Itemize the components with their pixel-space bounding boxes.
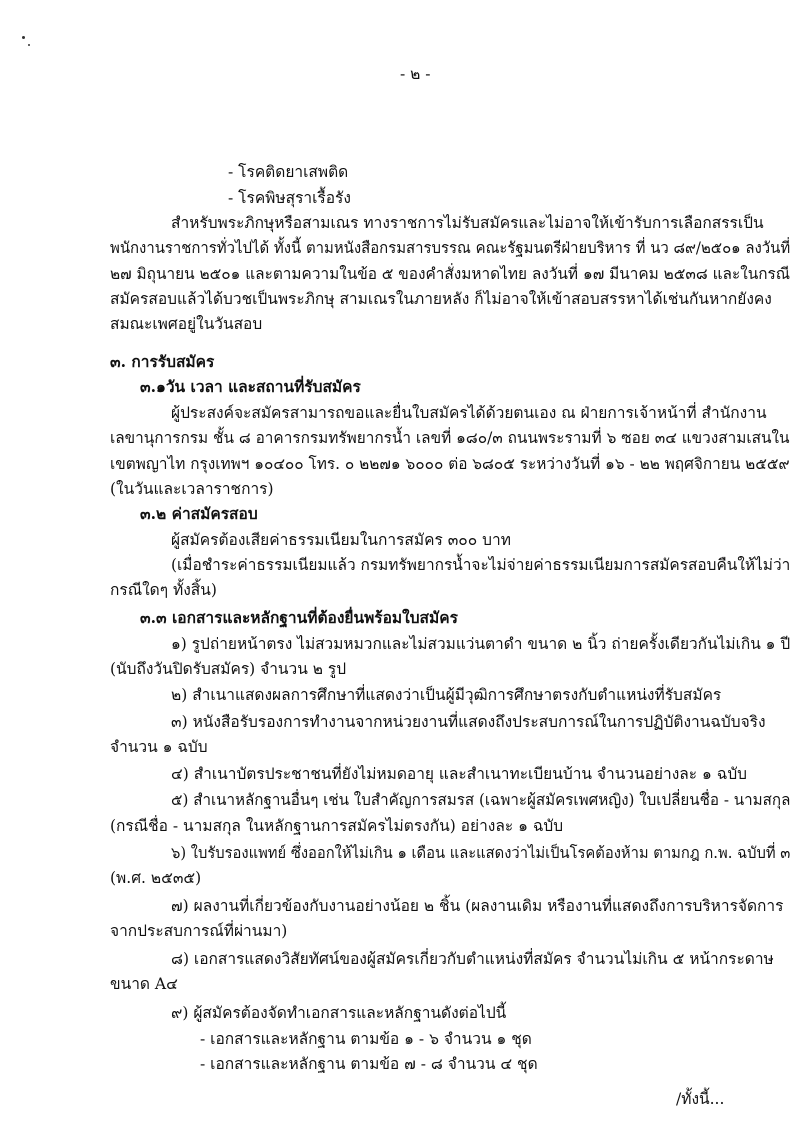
scan-speck (28, 44, 30, 46)
list-item: ๗) ผลงานที่เกี่ยวข้องกับงานอย่างน้อย ๒ ชิ้น (ผลงานเดิม หรืองานที่แสดงถึงการบริหารจัดการ (171, 897, 784, 915)
paragraph-line: (ในวันและเวลาราชการ) (110, 480, 274, 498)
paragraph-line: สมณะเพศอยู่ในวันสอบ (110, 315, 263, 333)
sub-item: - เอกสารและหลักฐาน ตามข้อ ๑ - ๖ จำนวน ๑ ชุด (200, 1030, 532, 1048)
paragraph-line: (เมื่อชำระค่าธรรมเนียมแล้ว กรมทรัพยากรน้ำจะไม่จ่ายค่าธรรมเนียมการสมัครสอบคืนให้ไม่ว่า (171, 556, 791, 574)
list-item-continuation: (พ.ศ. ๒๕๓๕) (110, 869, 202, 887)
subsection-heading: ๓.๒ ค่าสมัครสอบ (140, 504, 258, 523)
page-number: - ๒ - (400, 65, 431, 83)
paragraph-line: ๒๗ มิถุนายน ๒๕๐๑ และตามความในข้อ ๕ ของคำสั่งมหาดไทย ลงวันที่ ๑๗ มีนาคม ๒๕๓๘ และในกรณี (110, 265, 791, 283)
list-item: ๔) สำเนาบัตรประชาชนที่ยังไม่หมดอายุ และสำเนาทะเบียนบ้าน จำนวนอย่างละ ๑ ฉบับ (171, 765, 748, 783)
list-item-continuation: (กรณีชื่อ - นามสกุล ในหลักฐานการสมัครไม่ตรงกัน) อย่างละ ๑ ฉบับ (110, 817, 564, 835)
continuation-marker: /ทั้งนี้... (676, 1090, 725, 1108)
list-item: ๑) รูปถ่ายหน้าตรง ไม่สวมหมวกและไม่สวมแว่นตาดำ ขนาด ๒ นิ้ว ถ่ายครั้งเดียวกันไม่เกิน ๑ ปี (171, 635, 791, 653)
list-item: ๘) เอกสารแสดงวิสัยทัศน์ของผู้สมัครเกี่ยวกับตำแหน่งที่สมัคร จำนวนไม่เกิน ๕ หน้ากระดาษ (171, 950, 774, 968)
sub-item: - เอกสารและหลักฐาน ตามข้อ ๗ - ๘ จำนวน ๔ ชุด (200, 1055, 538, 1073)
scan-speck (22, 36, 25, 39)
list-item-continuation: (นับถึงวันปิดรับสมัคร) จำนวน ๒ รูป (110, 660, 347, 678)
paragraph-line: สมัครสอบแล้วได้บวชเป็นพระภิกษุ สามเณรในภายหลัง ก็ไม่อาจให้เข้าสอบสรรหาได้เช่นกันหากยังคง (110, 290, 772, 308)
list-item: ๙) ผู้สมัครต้องจัดทำเอกสารและหลักฐานดังต่อไปนี้ (171, 1004, 507, 1022)
list-item: ๒) สำเนาแสดงผลการศึกษาที่แสดงว่าเป็นผู้มีวุฒิการศึกษาตรงกับตำแหน่งที่รับสมัคร (171, 686, 722, 704)
paragraph-line: ผู้ประสงค์จะสมัครสามารถขอและยื่นใบสมัครได้ด้วยตนเอง ณ ฝ่ายการเจ้าหน้าที่ สำนักงาน (171, 404, 767, 422)
paragraph-line: พนักงานราชการทั่วไปได้ ทั้งนี้ ตามหนังสือกรมสารบรรณ คณะรัฐมนตรีฝ่ายบริหาร ที่ นว ๘๙/๒๕๐๑ ลงวันที่ (110, 239, 791, 257)
list-item-continuation: ขนาด A๔ (110, 975, 178, 993)
list-item-continuation: จำนวน ๑ ฉบับ (110, 738, 208, 756)
paragraph-line: เขตพญาไท กรุงเทพฯ ๑๐๔๐๐ โทร. ๐ ๒๒๗๑ ๖๐๐๐ ต่อ ๖๘๐๕ ระหว่างวันที่ ๑๖ - ๒๒ พฤศจิกายน ๒๕๕๙ (110, 455, 790, 473)
intro-item: - โรคติดยาเสพติด (228, 163, 349, 181)
paragraph-line: ผู้สมัครต้องเสียค่าธรรมเนียมในการสมัคร ๓๐๐ บาท (171, 531, 511, 549)
subsection-heading: ๓.๑วัน เวลา และสถานที่รับสมัคร (140, 377, 361, 396)
paragraph-line: กรณีใดๆ ทั้งสิ้น) (110, 581, 217, 599)
list-item: ๖) ใบรับรองแพทย์ ซึ่งออกให้ไม่เกิน ๑ เดือน และแสดงว่าไม่เป็นโรคต้องห้าม ตามกฎ ก.พ. ฉบับที่ ๓ (171, 844, 791, 862)
list-item: ๓) หนังสือรับรองการทำงานจากหน่วยงานที่แสดงถึงประสบการณ์ในการปฏิบัติงานฉบับจริง (171, 713, 766, 731)
section-heading: ๓. การรับสมัคร (110, 352, 215, 371)
list-item: ๕) สำเนาหลักฐานอื่นๆ เช่น ใบสำคัญการสมรส (เฉพาะผู้สมัครเพศหญิง) ใบเปลี่ยนชื่อ - นามสกุล (171, 791, 791, 809)
paragraph-line: เลขานุการกรม ชั้น ๘ อาคารกรมทรัพยากรน้ำ เลขที่ ๑๘๐/๓ ถนนพระรามที่ ๖ ซอย ๓๔ แขวงสามเสนใน (110, 429, 790, 447)
list-item-continuation: จากประสบการณ์ที่ผ่านมา) (110, 922, 288, 940)
subsection-heading: ๓.๓ เอกสารและหลักฐานที่ต้องยื่นพร้อมใบสมัคร (140, 608, 458, 627)
intro-item: - โรคพิษสุราเรื้อรัง (228, 189, 351, 207)
paragraph-line: สำหรับพระภิกษุหรือสามเณร ทางราชการไม่รับสมัครและไม่อาจให้เข้ารับการเลือกสรรเป็น (171, 214, 764, 232)
